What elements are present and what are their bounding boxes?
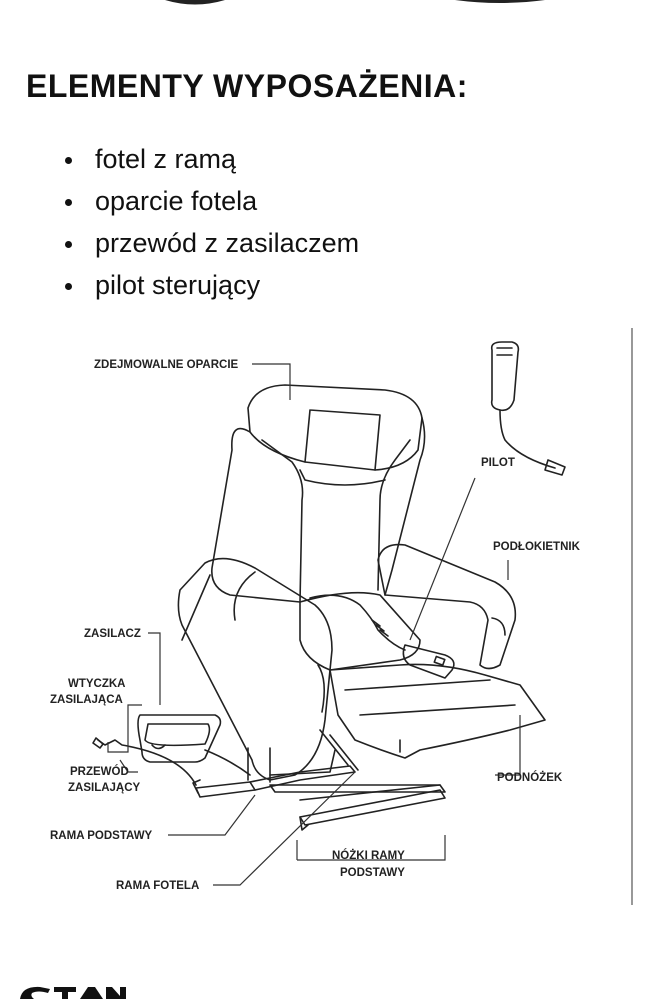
lift-chair-illustration: [93, 342, 565, 830]
label-base-frame: RAMA PODSTAWY: [50, 830, 153, 842]
list-item: przewód z zasilaczem: [62, 222, 359, 264]
label-power-adapter: ZASILACZ: [84, 628, 141, 640]
label-footrest: PODNÓŻEK: [497, 772, 563, 784]
callout-lines: [108, 364, 520, 885]
cropped-top-decoration: [0, 0, 653, 10]
list-item: fotel z ramą: [62, 138, 359, 180]
label-armrest: PODŁOKIETNIK: [493, 541, 580, 553]
label-frame-legs-line1: NÓŻKI RAMY: [332, 850, 405, 862]
list-item: oparcie fotela: [62, 180, 359, 222]
page-heading: ELEMENTY WYPOSAŻENIA:: [26, 68, 468, 104]
lift-chair-diagram: [0, 320, 653, 920]
label-power-cable-line2: ZASILAJĄCY: [68, 782, 141, 794]
label-remote: PILOT: [481, 457, 515, 469]
label-plug-line1: WTYCZKA: [68, 678, 126, 690]
label-frame-legs-line2: PODSTAWY: [340, 867, 405, 879]
cropped-bottom-heading: [0, 984, 653, 999]
label-power-cable-line1: PRZEWÓD: [70, 766, 129, 778]
label-removable-backrest: ZDEJMOWALNE OPARCIE: [94, 359, 239, 371]
label-plug-line2: ZASILAJĄCA: [50, 694, 123, 706]
label-chair-frame: RAMA FOTELA: [116, 880, 200, 892]
list-item: pilot sterujący: [62, 264, 359, 306]
equipment-list: [62, 138, 359, 306]
